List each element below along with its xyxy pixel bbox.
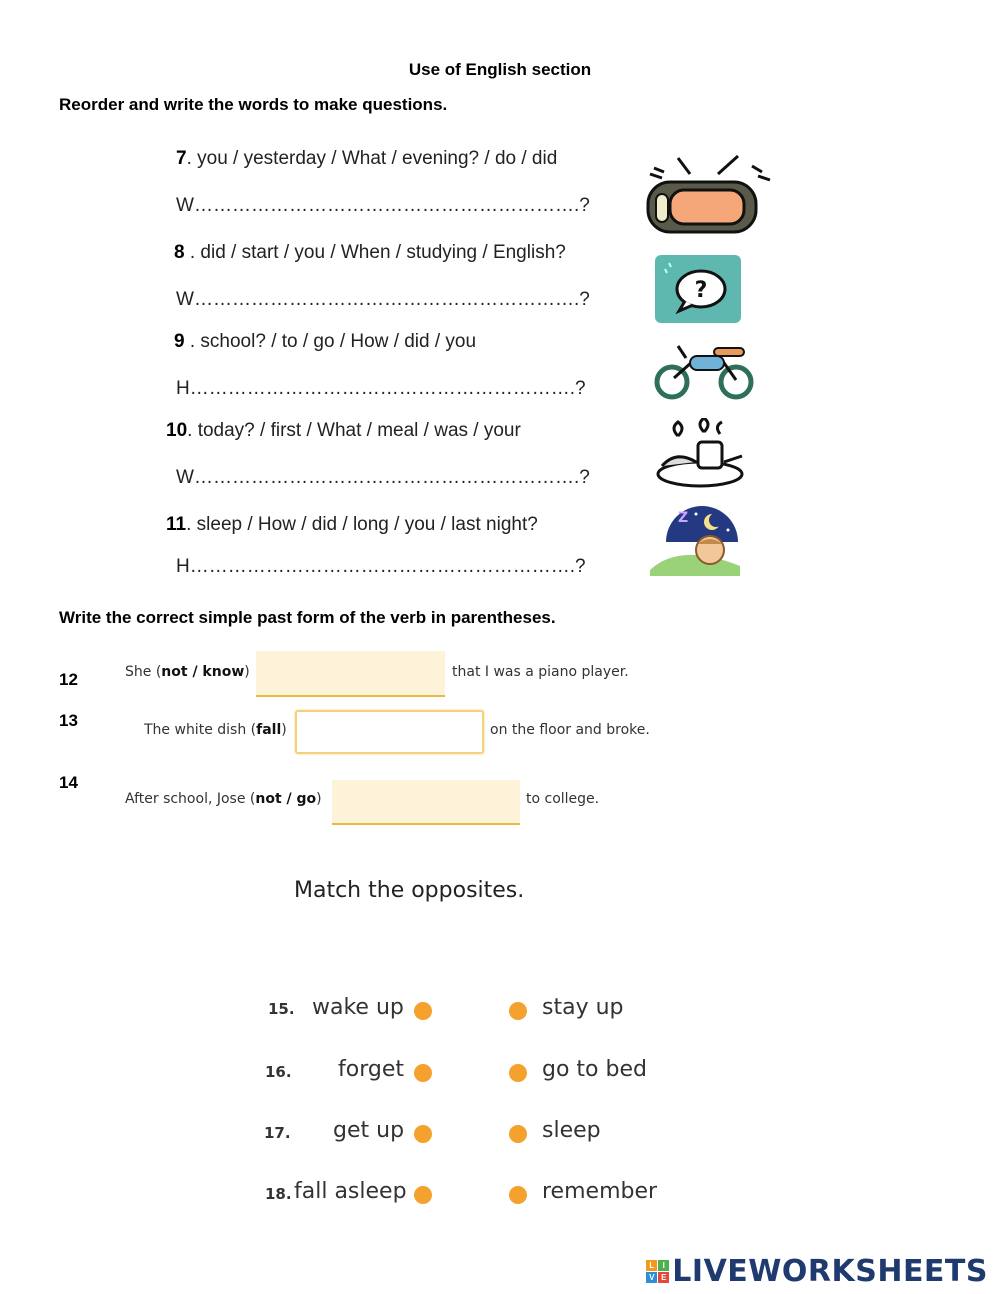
answer-line-8[interactable]: W…………………………………………………….? — [176, 289, 590, 310]
question-number: 9 — [174, 331, 185, 352]
match-left-word: get up — [333, 1118, 405, 1143]
match-right-dot[interactable] — [509, 1064, 527, 1082]
match-number: 18. — [265, 1185, 292, 1203]
question-7: 7. you / yesterday / What / evening? / do / did — [176, 148, 558, 169]
question-number-13: 13 — [59, 711, 78, 730]
sleeping-child-icon — [648, 500, 744, 578]
answer-input-14[interactable] — [332, 780, 520, 825]
match-number: 17. — [264, 1124, 291, 1142]
sentence-12-end: that I was a piano player. — [452, 664, 629, 680]
match-left-word: wake up — [312, 995, 404, 1020]
question-number: 10 — [166, 420, 188, 441]
answer-line-10[interactable]: W…………………………………………………….? — [176, 467, 590, 488]
scrambled-words: you / yesterday / What / evening? / do / did — [197, 148, 558, 169]
logo-grid-icon: L I V E — [646, 1260, 669, 1283]
sentence-14-start: After school, Jose (not / go) — [125, 791, 322, 807]
svg-text:Z: Z — [678, 510, 689, 526]
question-11: 11. sleep / How / did / long / you / last night? — [166, 514, 538, 535]
answer-input-12[interactable] — [256, 651, 445, 697]
match-title: Match the opposites. — [294, 878, 525, 903]
question-number: 8 — [174, 242, 185, 263]
question-number: 11 — [166, 514, 187, 535]
svg-text:?: ? — [694, 278, 708, 303]
breakfast-icon — [654, 418, 746, 490]
reorder-instruction: Reorder and write the words to make questions. — [59, 95, 448, 114]
match-right-word: sleep — [542, 1118, 601, 1143]
match-left-dot[interactable] — [414, 1064, 432, 1082]
question-8: 8 . did / start / you / When / studying / English? — [174, 242, 566, 263]
match-left-word: forget — [338, 1057, 404, 1082]
match-right-dot[interactable] — [509, 1125, 527, 1143]
sentence-13-end: on the floor and broke. — [490, 722, 650, 738]
question-bubble-icon — [655, 255, 741, 323]
match-left-dot[interactable] — [414, 1125, 432, 1143]
match-number: 15. — [268, 1000, 295, 1018]
answer-line-11[interactable]: H…………………………………………………….? — [176, 556, 586, 577]
sentence-12-start: She (not / know) — [125, 664, 250, 680]
scrambled-words: school? / to / go / How / did / you — [200, 331, 477, 352]
past-instruction: Write the correct simple past form of the verb in parentheses. — [59, 608, 556, 627]
sentence-14-end: to college. — [526, 791, 600, 807]
match-right-word: stay up — [542, 995, 624, 1020]
match-right-word: go to bed — [542, 1057, 647, 1082]
match-left-word: fall asleep — [294, 1179, 407, 1204]
question-number: 7 — [176, 148, 187, 169]
question-9: 9 . school? / to / go / How / did / you — [174, 331, 477, 352]
match-right-dot[interactable] — [509, 1002, 527, 1020]
scrambled-words: sleep / How / did / long / you / last night? — [196, 514, 538, 535]
match-left-dot[interactable] — [414, 1186, 432, 1204]
question-10: 10. today? / first / What / meal / was / your — [166, 420, 521, 441]
scrambled-words: did / start / you / When / studying / English? — [200, 242, 566, 263]
question-number-14: 14 — [59, 773, 78, 792]
question-number-12: 12 — [59, 670, 78, 689]
match-number: 16. — [265, 1063, 292, 1081]
logo-text: LIVEWORKSHEETS — [672, 1254, 988, 1289]
match-right-word: remember — [542, 1179, 658, 1204]
page-title: Use of English section — [408, 60, 592, 79]
motorbike-icon — [652, 344, 756, 400]
match-right-dot[interactable] — [509, 1186, 527, 1204]
tv-icon — [640, 152, 780, 236]
liveworksheets-logo — [646, 1254, 988, 1289]
scrambled-words: today? / first / What / meal / was / your — [197, 420, 521, 441]
answer-line-7[interactable]: W…………………………………………………….? — [176, 195, 590, 216]
sentence-13-start: The white dish (fall) — [144, 722, 287, 738]
match-left-dot[interactable] — [414, 1002, 432, 1020]
answer-line-9[interactable]: H…………………………………………………….? — [176, 378, 586, 399]
answer-input-13[interactable] — [295, 710, 484, 754]
